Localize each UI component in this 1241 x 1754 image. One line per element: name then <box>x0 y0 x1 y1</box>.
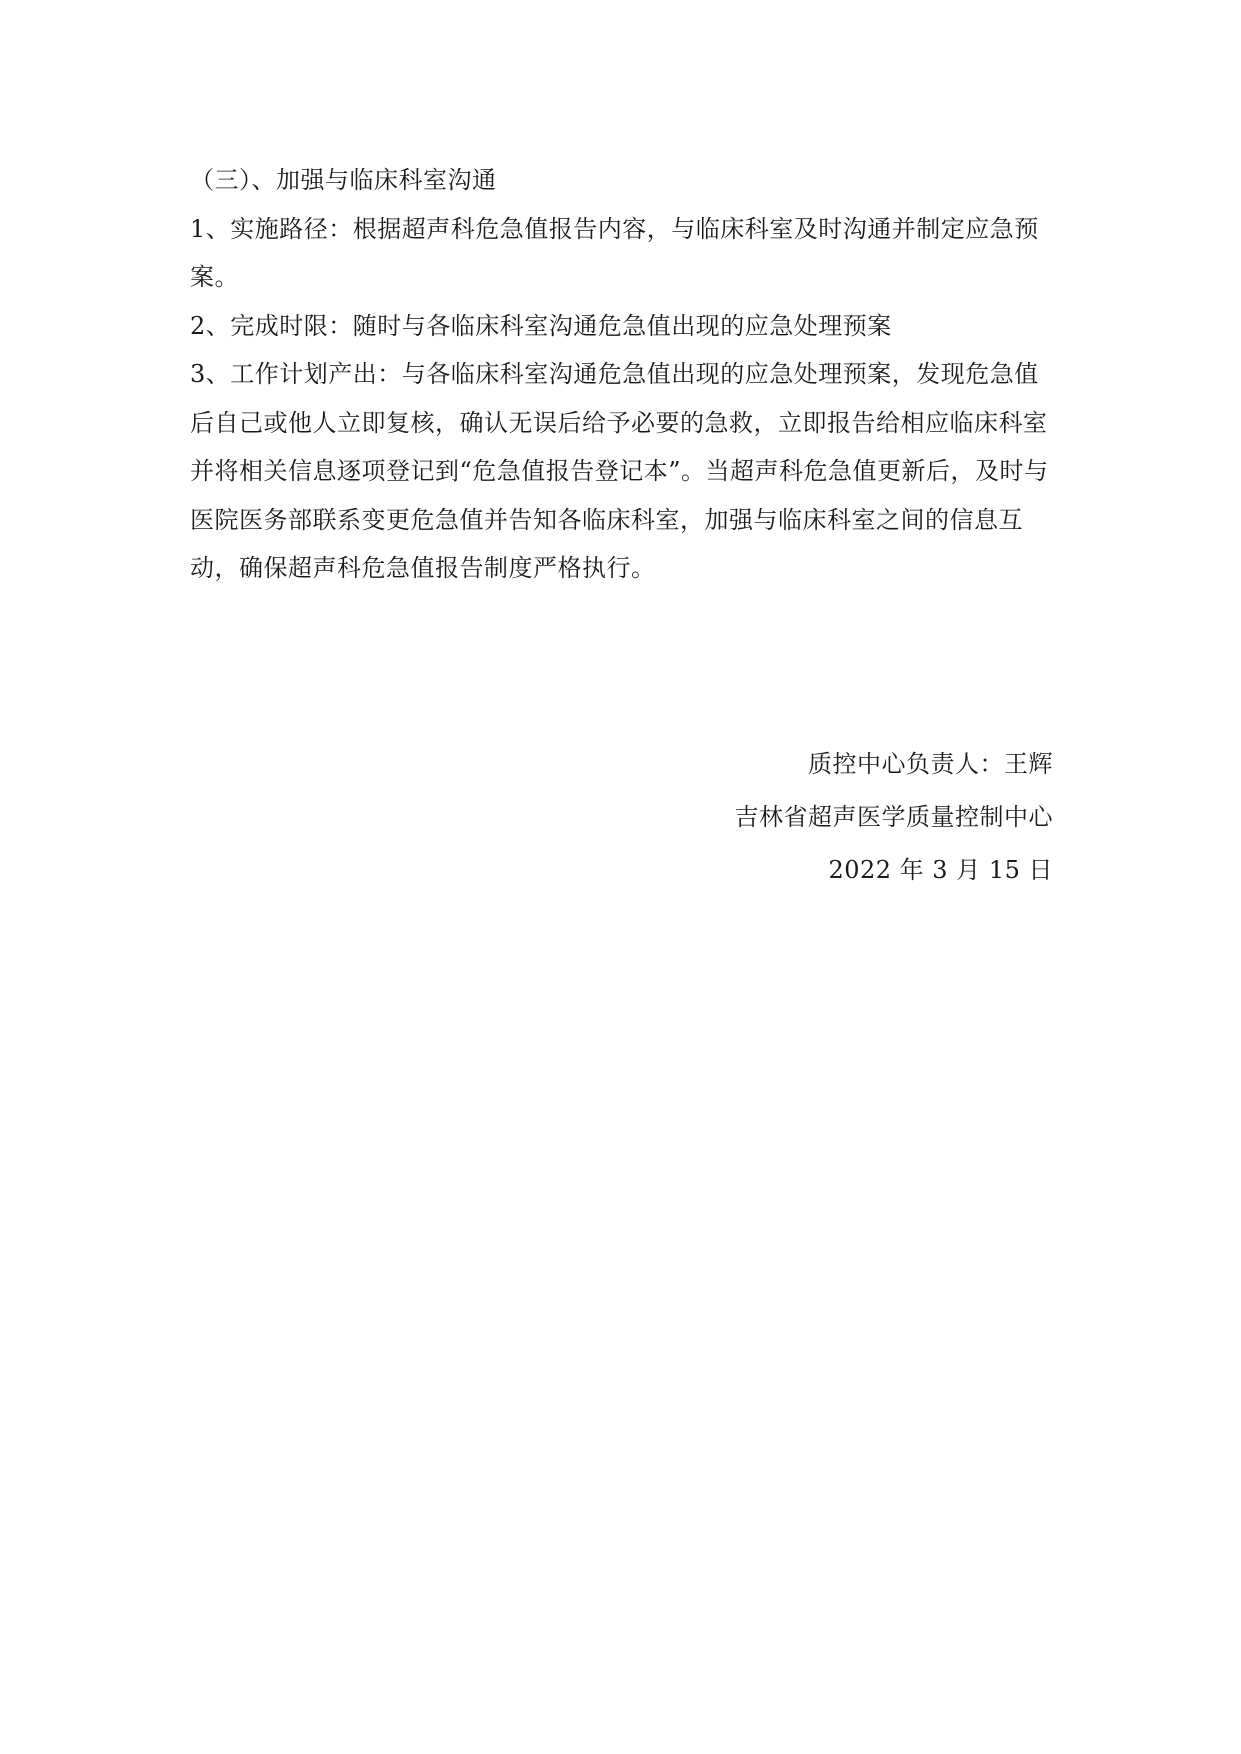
item-completion-deadline: 2、完成时限：随时与各临床科室沟通危急值出现的应急处理预案 <box>190 311 892 340</box>
organization-name: 吉林省超声医学质量控制中心 <box>734 803 1053 831</box>
item-work-plan-output: 3、工作计划产出：与各临床科室沟通危急值出现的应急处理预案，发现危急值后自己或他人立即复核，确认无误后给予必要的急救，立即报告给相应临床科室并将相关信息逐项登记到“危急值报告登记本”。当超声科危急值更新后，及时与医院医务部联系变更危急值并告知各临床科室，加强与临床科室之间的信息互动，确保超声科危急值报告制度严格执行。 <box>190 360 1049 582</box>
signature-block <box>453 738 1053 897</box>
document-date: 2022 年 3 月 15 日 <box>828 856 1053 884</box>
document-body <box>190 156 1050 593</box>
item-implementation-path: 1、实施路径：根据超声科危急值报告内容，与临床科室及时沟通并制定应急预案。 <box>190 214 1039 291</box>
section-heading: （三）、加强与临床科室沟通 <box>190 166 497 194</box>
responsible-person: 质控中心负责人：王辉 <box>808 750 1053 778</box>
